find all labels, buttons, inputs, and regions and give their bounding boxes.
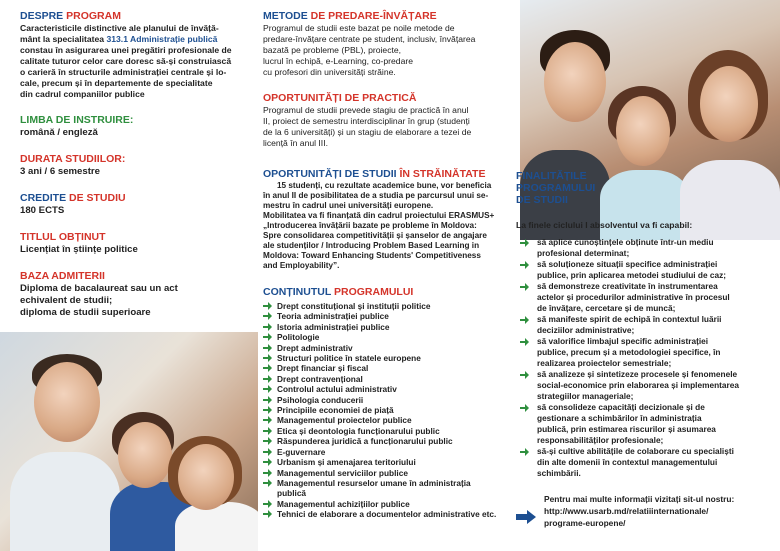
metode-title-a: METODE xyxy=(263,10,308,22)
finalitate-line: strategiilor manageriale; xyxy=(537,391,634,401)
continut-item xyxy=(263,332,505,342)
continut-section xyxy=(263,286,505,520)
finalitate-item xyxy=(516,259,778,281)
finalitati-title-block xyxy=(516,170,778,206)
finalitate-item xyxy=(516,369,778,402)
arrow-bullet-icon xyxy=(263,479,272,487)
arrow-bullet-icon xyxy=(263,510,272,518)
continut-item-label: Drept contravențional xyxy=(277,373,363,384)
student-face xyxy=(178,444,234,510)
baza-line: Diploma de bacalaureat sau un act xyxy=(20,283,178,294)
arrow-bullet-icon xyxy=(263,302,272,310)
metode-section xyxy=(263,10,505,78)
despre-line: calitate tuturor celor care doresc să-și construiască xyxy=(20,56,232,66)
arrow-right-icon xyxy=(516,510,536,524)
student-face xyxy=(700,66,758,142)
metode-title xyxy=(263,10,505,23)
despre-line: din cadrul companiilor publice xyxy=(20,89,145,99)
strainatate-title-b: ÎN STRĂINĂTATE xyxy=(399,168,486,180)
limba-value: română / engleză xyxy=(20,127,98,138)
credite-value: 180 ECTS xyxy=(20,205,65,216)
strainatate-line: Spre consolidarea competitivității și șanselor de angajare xyxy=(263,231,487,240)
finalitate-line: schimbării. xyxy=(537,468,581,478)
continut-item xyxy=(263,426,505,436)
finalitate-line: social-economice prin elaborarea și implementarea xyxy=(537,380,739,390)
strainatate-title xyxy=(263,168,505,181)
despre-line: cale, precum și în departemente de specialitate xyxy=(20,78,213,88)
arrow-bullet-icon xyxy=(520,404,529,412)
arrow-bullet-icon xyxy=(520,316,529,324)
arrow-bullet-icon xyxy=(263,469,272,477)
finalitate-line: să soluționeze situații specifice administrației xyxy=(537,259,718,269)
finalitate-line: actelor și procedurilor administrative în procesul xyxy=(537,292,730,302)
finalitati-list xyxy=(516,237,778,479)
finalitate-item xyxy=(516,336,778,369)
durata-title: DURATA STUDIILOR: xyxy=(20,153,126,165)
continut-item-label: Managementul achizițiilor publice xyxy=(277,498,410,509)
finalitate-line: să-și cultive abilitățile de colaborare cu specialiști xyxy=(537,446,734,456)
arrow-bullet-icon xyxy=(520,371,529,379)
arrow-bullet-icon xyxy=(263,406,272,414)
finalitate-line: să aplice cunoștințele obținute într-un mediu xyxy=(537,237,714,247)
finalitate-line: să analizeze și sintetizeze procesele și fenomenele xyxy=(537,369,738,379)
student-face xyxy=(34,362,100,442)
left-content xyxy=(20,10,252,327)
arrow-bullet-icon xyxy=(520,448,529,456)
strainatate-section xyxy=(263,168,505,271)
finalitate-item xyxy=(516,446,778,479)
finalitati-title: FINALITĂȚILE xyxy=(516,170,587,182)
metode-line: predare-învățare centrate pe student, inclusiv, învățarea xyxy=(263,34,476,44)
arrow-bullet-icon xyxy=(263,354,272,362)
student-shirt xyxy=(175,502,258,551)
practica-title-b: DE PRACTICĂ xyxy=(344,92,417,104)
continut-item xyxy=(263,415,505,425)
finalitati-title: DE STUDII xyxy=(516,194,568,206)
continut-item-label: publică xyxy=(277,488,307,499)
arrow-bullet-icon xyxy=(263,312,272,320)
credite-title-b: DE STUDIU xyxy=(69,192,126,204)
strainatate-line: mestru în cadrul unei universități europene. xyxy=(263,201,434,210)
finalitate-line: deciziilor administrative; xyxy=(537,325,635,335)
metode-title-b: DE PREDARE-ÎNVĂȚARE xyxy=(310,10,437,22)
finalitate-line: profesional determinat; xyxy=(537,248,630,258)
despre-line: o carieră în structurile administrației centrale și lo- xyxy=(20,67,227,77)
arrow-bullet-icon xyxy=(263,375,272,383)
continut-item-label: Istoria administrației publice xyxy=(277,321,390,332)
finalitate-line: publice, prin aplicarea metodei studiului de caz; xyxy=(537,270,727,280)
limba-section xyxy=(20,114,252,139)
continut-item xyxy=(263,436,505,446)
url-line[interactable]: programe-europene/ xyxy=(544,518,626,528)
durata-value: 3 ani / 6 semestre xyxy=(20,166,100,177)
arrow-bullet-icon xyxy=(263,500,272,508)
continut-item-label: Controlul actului administrativ xyxy=(277,384,397,395)
student-face xyxy=(544,42,606,122)
arrow-bullet-icon xyxy=(263,364,272,372)
continut-title xyxy=(263,286,505,299)
practica-line: Programul de studii prevede stagiu de practică în anul xyxy=(263,105,469,115)
student-shirt xyxy=(10,452,120,551)
despre-line: mânt la specialitatea xyxy=(20,34,105,44)
finalitate-line: de învățare, cercetare și de muncă; xyxy=(537,303,676,313)
specialty-name: 313.1 Administrație publică xyxy=(106,34,218,44)
continut-item xyxy=(263,363,505,373)
finalitate-line: să demonstreze creativitate în instrumentarea xyxy=(537,281,718,291)
continut-item-label: Etica și deontologia funcționarului public xyxy=(277,425,440,436)
finalitati-title: PROGRAMULUI xyxy=(516,182,596,194)
continut-item xyxy=(263,447,505,457)
continut-item-label: Managementul serviciilor publice xyxy=(277,467,408,478)
arrow-bullet-icon xyxy=(520,283,529,291)
metode-line: cu profesori din universități străine. xyxy=(263,67,396,77)
arrow-bullet-icon xyxy=(263,448,272,456)
credite-title-a: CREDITE xyxy=(20,192,67,204)
strainatate-line: and Employability”. xyxy=(263,261,340,270)
finalitati-section xyxy=(516,220,778,479)
credite-title xyxy=(20,192,252,205)
continut-item-label: Tehnici de elaborare a documentelor administrative etc. xyxy=(277,509,497,520)
despre-title xyxy=(20,10,252,23)
finalitate-line: realizarea proiectelor semestriale; xyxy=(537,358,672,368)
continut-item xyxy=(263,509,505,519)
continut-item xyxy=(263,478,505,488)
arrow-bullet-icon xyxy=(263,427,272,435)
continut-item xyxy=(263,395,505,405)
finalitate-item xyxy=(516,281,778,314)
finalitate-line: să valorifice limbajul specific administrației xyxy=(537,336,709,346)
strainatate-line: 15 studenți, cu rezultate academice bune, vor beneficia xyxy=(277,181,492,190)
arrow-bullet-icon xyxy=(263,344,272,352)
info-label: Pentru mai multe informații vizitați sit-ul nostru: xyxy=(544,494,735,504)
finalitate-item xyxy=(516,237,778,259)
despre-title-b: PROGRAM xyxy=(66,10,121,22)
finalitate-line: publice, precum și a metodologiei specifice, în xyxy=(537,347,721,357)
continut-item-label: Principiile economiei de piață xyxy=(277,405,394,416)
finalitati-intro: La finele ciclului I absolventul va fi capabil: xyxy=(516,220,693,230)
continut-title-a: CONȚINUTUL xyxy=(263,286,332,298)
continut-item-label: Managementul proiectelor publice xyxy=(277,415,412,426)
continut-item xyxy=(263,468,505,478)
arrow-bullet-icon xyxy=(263,437,272,445)
baza-line: echivalent de studii; xyxy=(20,295,113,306)
continut-item-cont xyxy=(263,488,505,498)
finalitate-line: să manifeste spirit de echipă în contextul luării xyxy=(537,314,722,324)
arrow-bullet-icon xyxy=(520,239,529,247)
finalitate-item xyxy=(516,314,778,336)
continut-item xyxy=(263,311,505,321)
continut-item-label: Răspunderea juridică a funcționarului public xyxy=(277,436,453,447)
strainatate-text xyxy=(263,181,505,271)
despre-line: Caracteristicile distinctive ale planului de învăță- xyxy=(20,23,219,33)
despre-section xyxy=(20,10,252,100)
finalitate-line: să consolideze capacități decizionale și de xyxy=(537,402,705,412)
finalitate-line: responsabilităților profesionale; xyxy=(537,435,664,445)
strainatate-title-a: OPORTUNITĂȚI DE STUDII xyxy=(263,168,397,180)
continut-list xyxy=(263,301,505,520)
baza-title: BAZA ADMITERII xyxy=(20,270,105,282)
arrow-bullet-icon xyxy=(263,416,272,424)
finalitate-item xyxy=(516,402,778,446)
baza-line: diploma de studii superioare xyxy=(20,307,151,318)
arrow-bullet-icon xyxy=(520,338,529,346)
durata-section xyxy=(20,153,252,178)
strainatate-line: ale studenților / Introducing Problem Based Learning in xyxy=(263,241,480,250)
titlul-value: Licențiat în științe politice xyxy=(20,244,138,255)
metode-line: bazată pe probleme (PBL), proiecte, xyxy=(263,45,402,55)
continut-item-label: Structuri politice în statele europene xyxy=(277,353,421,364)
continut-title-b: PROGRAMULUI xyxy=(333,286,414,298)
despre-title-a: DESPRE xyxy=(20,10,64,22)
students-photo-bottom xyxy=(0,332,258,551)
info-block xyxy=(516,494,778,529)
practica-line: de la 6 universități) și un stagiu de elaborare a tezei de xyxy=(263,127,472,137)
metode-text xyxy=(263,23,505,78)
continut-item xyxy=(263,405,505,415)
limba-title: LIMBA DE INSTRUIRE: xyxy=(20,114,134,126)
practica-title xyxy=(263,92,505,105)
finalitate-line: gestionare a schimbărilor în administrația xyxy=(537,413,702,423)
continut-item-label: Teoria administrației publice xyxy=(277,311,389,322)
continut-item xyxy=(263,499,505,509)
despre-text xyxy=(20,23,252,100)
strainatate-line: „Introducerea învățării bazate pe probleme în Moldova: xyxy=(263,221,477,230)
continut-item-label: Urbanism și amenajarea teritoriului xyxy=(277,457,416,468)
continut-item-label: Drept administrativ xyxy=(277,342,353,353)
titlul-title: TITLUL OBȚINUT xyxy=(20,231,106,243)
practica-title-a: OPORTUNITĂȚI xyxy=(263,92,342,104)
arrow-bullet-icon xyxy=(263,323,272,331)
arrow-bullet-icon xyxy=(263,458,272,466)
titlul-section xyxy=(20,231,252,256)
credite-section xyxy=(20,192,252,217)
practica-line: II, proiect de semestru interdisciplinar în grup (studenți xyxy=(263,116,470,126)
strainatate-line: Moldova: Toward Enhancing Students' Competitiveness xyxy=(263,251,481,260)
continut-item-label: Politologie xyxy=(277,332,320,343)
continut-item xyxy=(263,374,505,384)
arrow-bullet-icon xyxy=(263,396,272,404)
metode-line: lucrul în echipă, e-Learning, co-predare xyxy=(263,56,414,66)
strainatate-line: Mobilitatea va fi finanțată din cadrul proiectului ERASMUS+ xyxy=(263,211,495,220)
continut-item xyxy=(263,322,505,332)
practica-section xyxy=(263,92,505,149)
continut-item-label: Drept financiar și fiscal xyxy=(277,363,369,374)
student-face xyxy=(118,422,172,488)
arrow-bullet-icon xyxy=(263,385,272,393)
arrow-bullet-icon xyxy=(520,261,529,269)
finalitate-line: din alte domenii în contextul managementului xyxy=(537,457,718,467)
baza-section xyxy=(20,270,252,319)
continut-item xyxy=(263,353,505,363)
practica-line: licență în anul III. xyxy=(263,138,328,148)
continut-item xyxy=(263,301,505,311)
info-url[interactable] xyxy=(516,505,778,529)
continut-item xyxy=(263,457,505,467)
url-line[interactable]: http://www.usarb.md/relatiiinternationale/ xyxy=(544,506,709,516)
continut-item-label: Managementul resurselor umane în administrația xyxy=(277,477,471,488)
despre-line: constau în asigurarea unei pregătiri profesionale de xyxy=(20,45,232,55)
continut-item-label: E-guvernare xyxy=(277,446,326,457)
continut-item xyxy=(263,384,505,394)
continut-item-label: Drept constituțional și instituții politice xyxy=(277,301,431,311)
strainatate-line: în anul II de posibilitatea de a studia pe parcursul unui se- xyxy=(263,191,489,200)
metode-line: Programul de studii este bazat pe noile metode de xyxy=(263,23,455,33)
continut-item xyxy=(263,343,505,353)
arrow-bullet-icon xyxy=(263,333,272,341)
finalitate-line: publică, prin estimarea riscurilor și asumarea xyxy=(537,424,716,434)
practica-text xyxy=(263,105,505,149)
student-face xyxy=(616,96,670,166)
continut-item-label: Psihologia conducerii xyxy=(277,394,364,405)
